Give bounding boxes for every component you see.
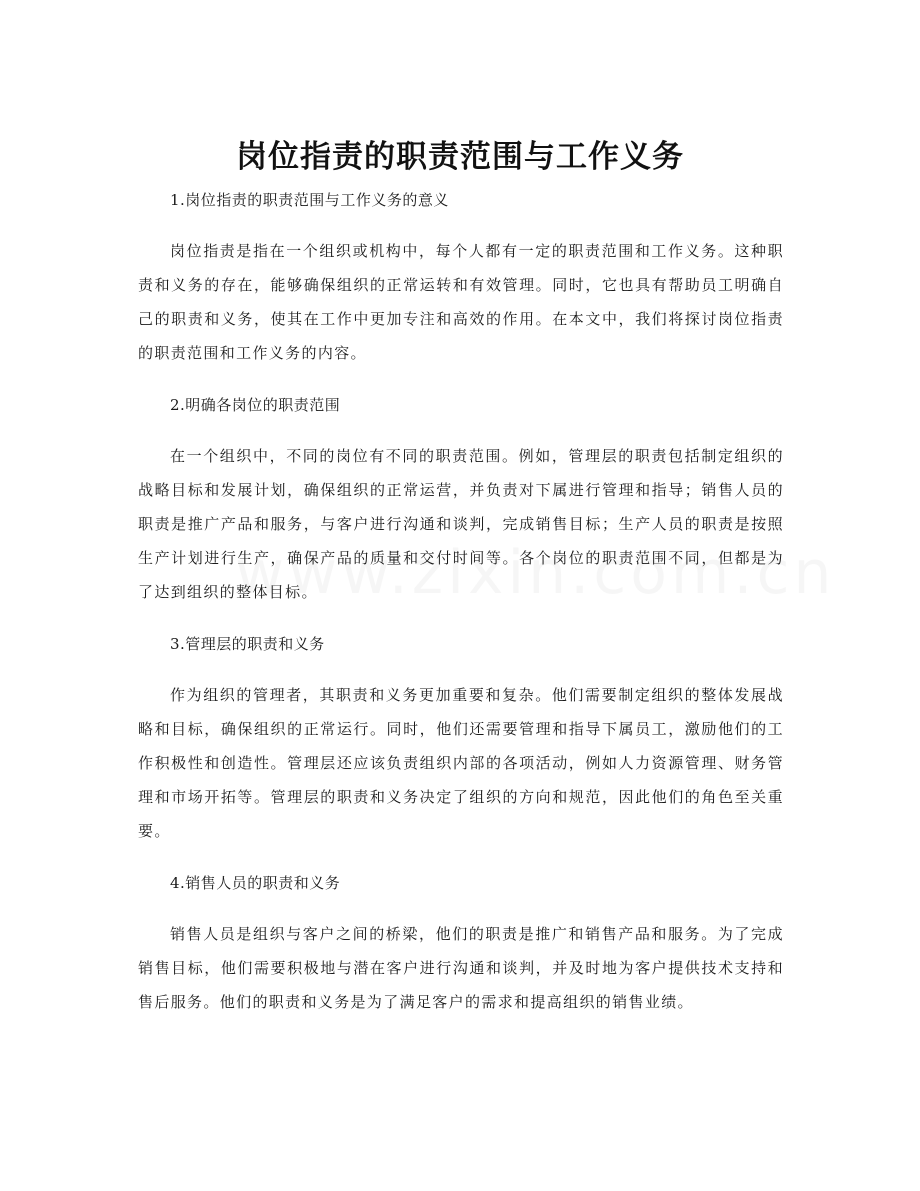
section-paragraph: 销售人员是组织与客户之间的桥梁，他们的职责是推广和销售产品和服务。为了完成销售目标，他们需要积极地与潜在客户进行沟通和谈判，并及时地为客户提供技术支持和售后服务。他们的职责和义务是为了满足客户的需求和提高组织的销售业绩。 — [138, 925, 784, 1011]
section-1 — [138, 183, 784, 370]
section-heading: 1.岗位指责的职责范围与工作义务的意义 — [170, 191, 449, 209]
section-heading: 4.销售人员的职责和义务 — [170, 874, 341, 892]
section-paragraph: 作为组织的管理者，其职责和义务更加重要和复杂。他们需要制定组织的整体发展战略和目标，确保组织的正常运行。同时，他们还需要管理和指导下属员工，激励他们的工作积极性和创造性。管理层还应该负责组织内部的各项活动，例如人力资源管理、财务管理和市场开拓等。管理层的职责和义务决定了组织的方向和规范，因此他们的角色至关重要。 — [138, 686, 784, 840]
section-4 — [138, 866, 784, 1019]
section-paragraph: 在一个组织中，不同的岗位有不同的职责范围。例如，管理层的职责包括制定组织的战略目标和发展计划，确保组织的正常运营，并负责对下属进行管理和指导；销售人员的职责是推广产品和服务，与客户进行沟通和谈判，完成销售目标；生产人员的职责是按照生产计划进行生产，确保产品的质量和交付时间等。各个岗位的职责范围不同，但都是为了达到组织的整体目标。 — [138, 447, 784, 601]
page-title: 岗位指责的职责范围与工作义务 — [236, 138, 684, 175]
section-3 — [138, 627, 784, 848]
section-2 — [138, 388, 784, 609]
document-body — [138, 183, 784, 1037]
section-heading: 3.管理层的职责和义务 — [170, 635, 325, 653]
section-heading: 2.明确各岗位的职责范围 — [170, 396, 341, 414]
section-paragraph: 岗位指责是指在一个组织或机构中，每个人都有一定的职责范围和工作义务。这种职责和义务的存在，能够确保组织的正常运转和有效管理。同时，它也具有帮助员工明确自己的职责和义务，使其在工作中更加专注和高效的作用。在本文中，我们将探讨岗位指责的职责范围和工作义务的内容。 — [138, 242, 784, 362]
